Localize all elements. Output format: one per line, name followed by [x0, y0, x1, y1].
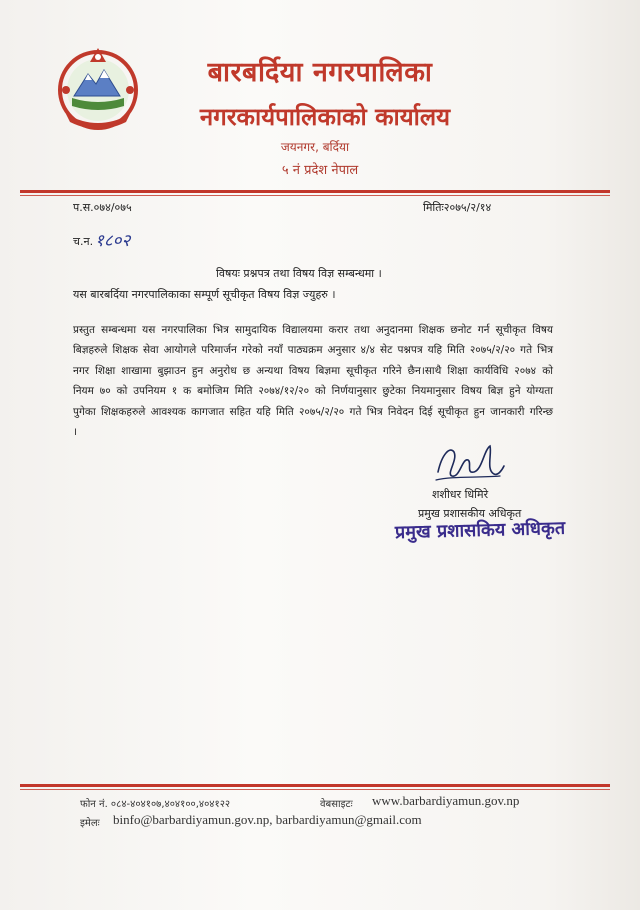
footer-email-label: इमेलः — [80, 818, 100, 829]
salutation: यस बारबर्दिया नगरपालिकाका सम्पूर्ण सूचीकृत विषय विज्ञ ज्युहरु । — [73, 288, 336, 301]
footer-divider — [20, 784, 610, 787]
footer-divider-thin — [20, 789, 610, 790]
subject-line: विषयः प्रश्नपत्र तथा विषय विज्ञ सम्बन्धमा । — [216, 267, 382, 280]
organization-name: बारबर्दिया नगरपालिका — [207, 57, 433, 88]
footer-website[interactable]: www.barbardiyamun.gov.np — [372, 793, 520, 808]
dispatch-label: च.न. — [73, 235, 94, 248]
handwritten-signature — [432, 440, 506, 486]
footer-email[interactable]: binfo@barbardiyamun.gov.np, barbardiyamun@gmail.com — [113, 812, 422, 827]
dispatch-number: १८०२ — [95, 231, 131, 251]
header-divider-thin — [20, 195, 610, 196]
address-line-2: ५ नं प्रदेश नेपाल — [281, 163, 359, 178]
footer-website-label: वेबसाइटः — [320, 799, 353, 810]
address-line-1: जयनगर, बर्दिया — [280, 140, 350, 154]
signer-title: प्रमुख प्रशासकीय अधिकृत — [418, 507, 522, 520]
letter-date: मितिः२०७५/२/१४ — [423, 201, 492, 214]
footer-phone: फोन नं. ०८४-४०४१०७,४०४१००,४०४१२२ — [80, 799, 231, 810]
office-name: नगरकार्यपालिकाको कार्यालय — [199, 103, 451, 131]
header-divider — [20, 190, 610, 193]
nepal-government-emblem-icon — [52, 40, 144, 132]
reference-number: प.स.०७४/०७५ — [73, 201, 132, 214]
official-stamp: प्रमुख प्रशासकिय अधिकृत — [394, 517, 566, 544]
signer-name: शशीधर धिमिरे — [432, 488, 489, 501]
letter-body: प्रस्तुत सम्बन्धमा यस नगरपालिका भित्र सामुदायिक विद्यालयमा करार तथा अनुदानमा शिक्षक छनोट गर्न सूचीकृत विषय बिज्ञहरुले शिक्षक सेवा आयोगले परिमार्जन गरेको नयाँ पाठ्यक्रम अनुसार ४/४ सेट पश्नपत्र यहि मिति २०७५/२/२० गते भित्र नगर शिक्षा शाखामा बुझाउन हुन अनुरोध छ अन्यथा विषय बिज्ञमा सूचीकृत गरिने छैन।साथै शिक्षा कार्यविधि २०७४ को नियम ७० को उपनियम १ क बमोजिम मिति २०७४/१२/२० को निर्णयानुसार छुटेका नियमानुसार विषय बिज्ञ हुने योग्यता पुगेका शिक्षकहरुले आवश्यक कागजात सहित यहि मिति २०७५/२/२० गते भित्र निवेदन दिई सूचीकृत हुन जानकारी गरिन्छ । — [73, 324, 553, 439]
